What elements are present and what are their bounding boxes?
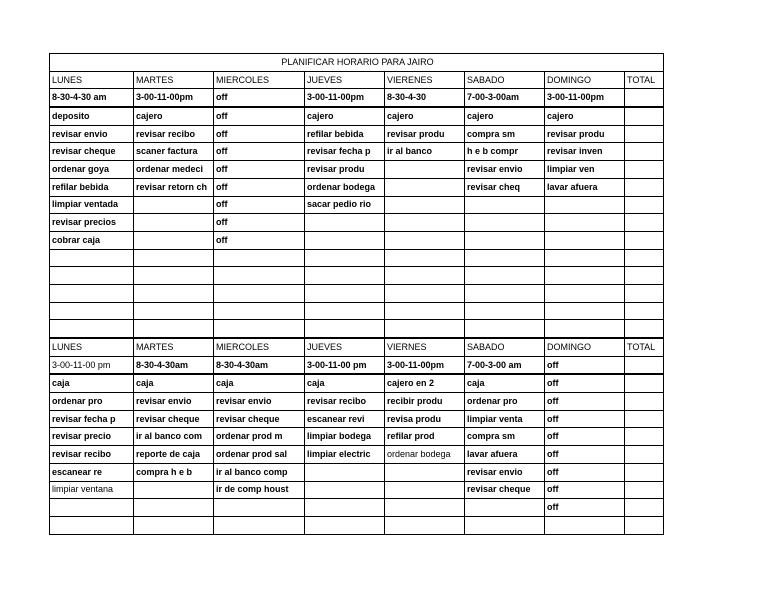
week1-cell-lunes (50, 249, 134, 267)
schedule-table (49, 53, 664, 535)
week2-task-row (50, 374, 664, 392)
week2-cell-miercoles: ir al banco comp (214, 463, 305, 481)
week1-cell-martes: scaner factura (134, 143, 214, 161)
week1-cell-sabado (465, 231, 545, 249)
week1-cell-domingo: revisar inven (545, 143, 625, 161)
week1-cell-miercoles (214, 302, 305, 320)
week1-cell-miercoles (214, 249, 305, 267)
week1-shift-martes: 3-00-11-00pm (134, 89, 214, 107)
week1-cell-martes (134, 214, 214, 232)
week2-cell-viernes (385, 516, 465, 534)
week2-task-row (50, 446, 664, 464)
week2-cell-viernes (385, 463, 465, 481)
week2-cell-jueves: limpiar bodega (305, 428, 385, 446)
week1-cell-martes: cajero (134, 107, 214, 125)
week1-shift-row (50, 89, 664, 107)
week1-header-domingo: DOMINGO (545, 71, 625, 89)
week2-shift-row (50, 356, 664, 374)
week2-cell-sabado: ordenar pro (465, 393, 545, 411)
week2-cell-domingo: off (545, 374, 625, 392)
week1-cell-lunes: revisar envio (50, 125, 134, 143)
week1-cell-sabado (465, 249, 545, 267)
week1-cell-total (625, 125, 664, 143)
week1-header-miercoles: MIERCOLES (214, 71, 305, 89)
week1-shift-jueves: 3-00-11-00pm (305, 89, 385, 107)
week2-cell-jueves: caja (305, 374, 385, 392)
week2-task-row (50, 393, 664, 411)
week2-task-row (50, 463, 664, 481)
week1-cell-miercoles: off (214, 143, 305, 161)
week1-cell-total (625, 178, 664, 196)
week1-cell-vierenes (385, 249, 465, 267)
week2-cell-martes: revisar envio (134, 393, 214, 411)
week2-header-jueves: JUEVES (305, 338, 385, 356)
week1-cell-total (625, 249, 664, 267)
week2-header-sabado: SABADO (465, 338, 545, 356)
week2-day-header-row (50, 338, 664, 356)
week1-cell-lunes: revisar precios (50, 214, 134, 232)
week2-cell-viernes: recibir produ (385, 393, 465, 411)
week2-header-miercoles: MIERCOLES (214, 338, 305, 356)
week2-cell-jueves (305, 499, 385, 517)
week1-cell-sabado (465, 302, 545, 320)
week2-cell-sabado: compra sm (465, 428, 545, 446)
week1-cell-martes: ordenar medeci (134, 161, 214, 179)
week1-shift-miercoles: off (214, 89, 305, 107)
week2-task-row (50, 516, 664, 534)
week1-cell-sabado: cajero (465, 107, 545, 125)
week2-cell-miercoles: revisar cheque (214, 410, 305, 428)
week1-cell-domingo (545, 302, 625, 320)
week2-cell-domingo (545, 516, 625, 534)
week2-cell-domingo: off (545, 428, 625, 446)
week1-cell-domingo: revisar produ (545, 125, 625, 143)
week2-cell-jueves: escanear revi (305, 410, 385, 428)
week1-cell-martes (134, 196, 214, 214)
week1-task-row (50, 302, 664, 320)
week1-cell-miercoles: off (214, 178, 305, 196)
week2-cell-lunes: caja (50, 374, 134, 392)
week1-cell-sabado: h e b compr (465, 143, 545, 161)
week1-cell-jueves: revisar produ (305, 161, 385, 179)
week2-header-total: TOTAL (625, 338, 664, 356)
week1-cell-total (625, 267, 664, 285)
week1-cell-domingo (545, 267, 625, 285)
week2-cell-domingo: off (545, 446, 625, 464)
week2-cell-lunes (50, 516, 134, 534)
week2-cell-sabado: revisar cheque (465, 481, 545, 499)
week2-cell-sabado (465, 499, 545, 517)
week2-cell-total (625, 374, 664, 392)
week2-shift-jueves: 3-00-11-00 pm (305, 356, 385, 374)
week2-cell-martes: ir al banco com (134, 428, 214, 446)
week2-cell-miercoles: ir de comp houst (214, 481, 305, 499)
week1-cell-total (625, 161, 664, 179)
week1-cell-domingo (545, 214, 625, 232)
week1-cell-vierenes (385, 178, 465, 196)
week1-cell-miercoles: off (214, 161, 305, 179)
week2-shift-sabado: 7-00-3-00 am (465, 356, 545, 374)
week2-cell-total (625, 499, 664, 517)
week1-cell-vierenes: cajero (385, 107, 465, 125)
week2-cell-lunes: ordenar pro (50, 393, 134, 411)
week2-shift-total (625, 356, 664, 374)
week1-task-row (50, 284, 664, 302)
week1-cell-martes (134, 284, 214, 302)
week1-cell-martes (134, 320, 214, 338)
week2-cell-viernes: revisa produ (385, 410, 465, 428)
week1-cell-lunes: refilar bebida (50, 178, 134, 196)
week1-cell-lunes (50, 302, 134, 320)
week1-cell-jueves (305, 249, 385, 267)
week2-cell-lunes: revisar recibo (50, 446, 134, 464)
week2-shift-martes: 8-30-4-30am (134, 356, 214, 374)
week1-cell-vierenes (385, 214, 465, 232)
week1-cell-vierenes: revisar produ (385, 125, 465, 143)
week1-cell-lunes: cobrar caja (50, 231, 134, 249)
week2-header-domingo: DOMINGO (545, 338, 625, 356)
week1-cell-sabado (465, 320, 545, 338)
week1-cell-vierenes (385, 161, 465, 179)
week2-cell-martes: compra h e b (134, 463, 214, 481)
week1-cell-miercoles (214, 284, 305, 302)
week2-cell-domingo: off (545, 410, 625, 428)
week1-cell-vierenes (385, 284, 465, 302)
week2-cell-miercoles (214, 516, 305, 534)
week2-cell-domingo: off (545, 481, 625, 499)
week2-cell-miercoles: caja (214, 374, 305, 392)
week1-cell-domingo: cajero (545, 107, 625, 125)
week1-cell-sabado: revisar cheq (465, 178, 545, 196)
week1-cell-martes (134, 302, 214, 320)
week2-cell-jueves: limpiar electric (305, 446, 385, 464)
week2-cell-sabado: lavar afuera (465, 446, 545, 464)
week1-task-row (50, 178, 664, 196)
week2-shift-viernes: 3-00-11-00pm (385, 356, 465, 374)
week1-day-header-row (50, 71, 664, 89)
week2-cell-total (625, 463, 664, 481)
week1-task-row (50, 125, 664, 143)
week1-cell-jueves (305, 214, 385, 232)
week1-task-row (50, 267, 664, 285)
week2-cell-domingo: off (545, 463, 625, 481)
week2-shift-lunes: 3-00-11-00 pm (50, 356, 134, 374)
week1-cell-total (625, 214, 664, 232)
week1-task-row (50, 161, 664, 179)
week1-cell-jueves (305, 320, 385, 338)
week1-cell-sabado (465, 196, 545, 214)
week1-cell-domingo (545, 320, 625, 338)
week1-cell-total (625, 196, 664, 214)
week2-task-row (50, 499, 664, 517)
week1-shift-vierenes: 8-30-4-30 (385, 89, 465, 107)
week1-cell-jueves (305, 267, 385, 285)
week1-task-row (50, 320, 664, 338)
week2-cell-jueves (305, 481, 385, 499)
week2-cell-total (625, 446, 664, 464)
week1-cell-lunes (50, 320, 134, 338)
week1-cell-sabado (465, 214, 545, 232)
week2-cell-viernes (385, 481, 465, 499)
week1-cell-jueves (305, 284, 385, 302)
week2-cell-jueves: revisar recibo (305, 393, 385, 411)
week1-shift-total (625, 89, 664, 107)
week1-header-martes: MARTES (134, 71, 214, 89)
week2-shift-domingo: off (545, 356, 625, 374)
week1-shift-domingo: 3-00-11-00pm (545, 89, 625, 107)
week2-cell-jueves (305, 516, 385, 534)
week1-cell-jueves: sacar pedio rio (305, 196, 385, 214)
week1-header-sabado: SABADO (465, 71, 545, 89)
week2-cell-total (625, 516, 664, 534)
week2-cell-jueves (305, 463, 385, 481)
week1-cell-domingo (545, 249, 625, 267)
week1-cell-miercoles: off (214, 107, 305, 125)
week2-cell-martes: revisar cheque (134, 410, 214, 428)
week1-cell-total (625, 107, 664, 125)
schedule-title: PLANIFICAR HORARIO PARA JAIRO (50, 54, 664, 72)
week1-header-jueves: JUEVES (305, 71, 385, 89)
week1-cell-lunes (50, 284, 134, 302)
week1-cell-vierenes (385, 267, 465, 285)
week1-cell-domingo: limpiar ven (545, 161, 625, 179)
week1-cell-total (625, 231, 664, 249)
title-row (50, 54, 664, 72)
week2-cell-lunes: escanear re (50, 463, 134, 481)
week2-cell-sabado: caja (465, 374, 545, 392)
week2-cell-martes: caja (134, 374, 214, 392)
week1-cell-miercoles: off (214, 231, 305, 249)
week1-cell-sabado: compra sm (465, 125, 545, 143)
week2-task-row (50, 410, 664, 428)
week2-header-viernes: VIERNES (385, 338, 465, 356)
week2-cell-total (625, 428, 664, 446)
week2-cell-martes (134, 516, 214, 534)
week1-task-row (50, 214, 664, 232)
week2-cell-miercoles: ordenar prod sal (214, 446, 305, 464)
week1-cell-lunes: ordenar goya (50, 161, 134, 179)
week2-cell-total (625, 410, 664, 428)
week1-cell-miercoles: off (214, 125, 305, 143)
week1-task-row (50, 107, 664, 125)
week2-cell-lunes (50, 499, 134, 517)
week2-cell-viernes: refilar prod (385, 428, 465, 446)
week2-cell-viernes: cajero en 2 (385, 374, 465, 392)
week1-cell-jueves: cajero (305, 107, 385, 125)
week2-cell-sabado: limpiar venta (465, 410, 545, 428)
week1-cell-vierenes (385, 320, 465, 338)
week1-cell-domingo (545, 284, 625, 302)
week2-cell-miercoles: revisar envio (214, 393, 305, 411)
week1-cell-martes: revisar retorn ch (134, 178, 214, 196)
week1-header-total: TOTAL (625, 71, 664, 89)
week2-header-lunes: LUNES (50, 338, 134, 356)
week2-cell-viernes (385, 499, 465, 517)
week1-task-row (50, 196, 664, 214)
week2-cell-domingo: off (545, 393, 625, 411)
week1-cell-domingo: lavar afuera (545, 178, 625, 196)
week2-cell-lunes: limpiar ventana (50, 481, 134, 499)
week1-cell-sabado (465, 267, 545, 285)
week1-cell-miercoles (214, 267, 305, 285)
week2-cell-total (625, 393, 664, 411)
week1-cell-martes (134, 267, 214, 285)
week2-cell-lunes: revisar fecha p (50, 410, 134, 428)
week1-cell-total (625, 284, 664, 302)
week1-cell-sabado (465, 284, 545, 302)
week1-cell-domingo (545, 231, 625, 249)
week2-cell-total (625, 481, 664, 499)
week1-task-row (50, 143, 664, 161)
week1-cell-domingo (545, 196, 625, 214)
week1-header-lunes: LUNES (50, 71, 134, 89)
week2-cell-miercoles (214, 499, 305, 517)
week1-cell-total (625, 320, 664, 338)
week1-cell-miercoles: off (214, 196, 305, 214)
week1-cell-jueves (305, 231, 385, 249)
week1-cell-total (625, 302, 664, 320)
week1-cell-lunes: deposito (50, 107, 134, 125)
week1-cell-sabado: revisar envio (465, 161, 545, 179)
week1-cell-vierenes (385, 196, 465, 214)
week1-cell-lunes: revisar cheque (50, 143, 134, 161)
week1-cell-vierenes (385, 302, 465, 320)
week2-cell-martes (134, 481, 214, 499)
week1-cell-vierenes: ir al banco (385, 143, 465, 161)
week1-cell-martes (134, 249, 214, 267)
week2-task-row (50, 428, 664, 446)
week2-cell-sabado (465, 516, 545, 534)
week1-cell-lunes (50, 267, 134, 285)
week2-cell-lunes: revisar precio (50, 428, 134, 446)
week2-cell-sabado: revisar envio (465, 463, 545, 481)
week2-cell-viernes: ordenar bodega (385, 446, 465, 464)
week2-task-row (50, 481, 664, 499)
week2-shift-miercoles: 8-30-4-30am (214, 356, 305, 374)
week2-header-martes: MARTES (134, 338, 214, 356)
week1-shift-sabado: 7-00-3-00am (465, 89, 545, 107)
week1-cell-vierenes (385, 231, 465, 249)
week2-cell-martes (134, 499, 214, 517)
week1-cell-martes: revisar recibo (134, 125, 214, 143)
week1-cell-jueves: revisar fecha p (305, 143, 385, 161)
week2-cell-martes: reporte de caja (134, 446, 214, 464)
week1-task-row (50, 231, 664, 249)
week2-cell-domingo: off (545, 499, 625, 517)
week1-cell-jueves: refilar bebida (305, 125, 385, 143)
week1-cell-jueves (305, 302, 385, 320)
week1-cell-miercoles: off (214, 214, 305, 232)
week1-cell-total (625, 143, 664, 161)
week1-cell-martes (134, 231, 214, 249)
week1-header-vierenes: VIERENES (385, 71, 465, 89)
week1-cell-lunes: limpiar ventada (50, 196, 134, 214)
week1-cell-jueves: ordenar bodega (305, 178, 385, 196)
week1-shift-lunes: 8-30-4-30 am (50, 89, 134, 107)
week1-cell-miercoles (214, 320, 305, 338)
week2-cell-miercoles: ordenar prod m (214, 428, 305, 446)
week1-task-row (50, 249, 664, 267)
